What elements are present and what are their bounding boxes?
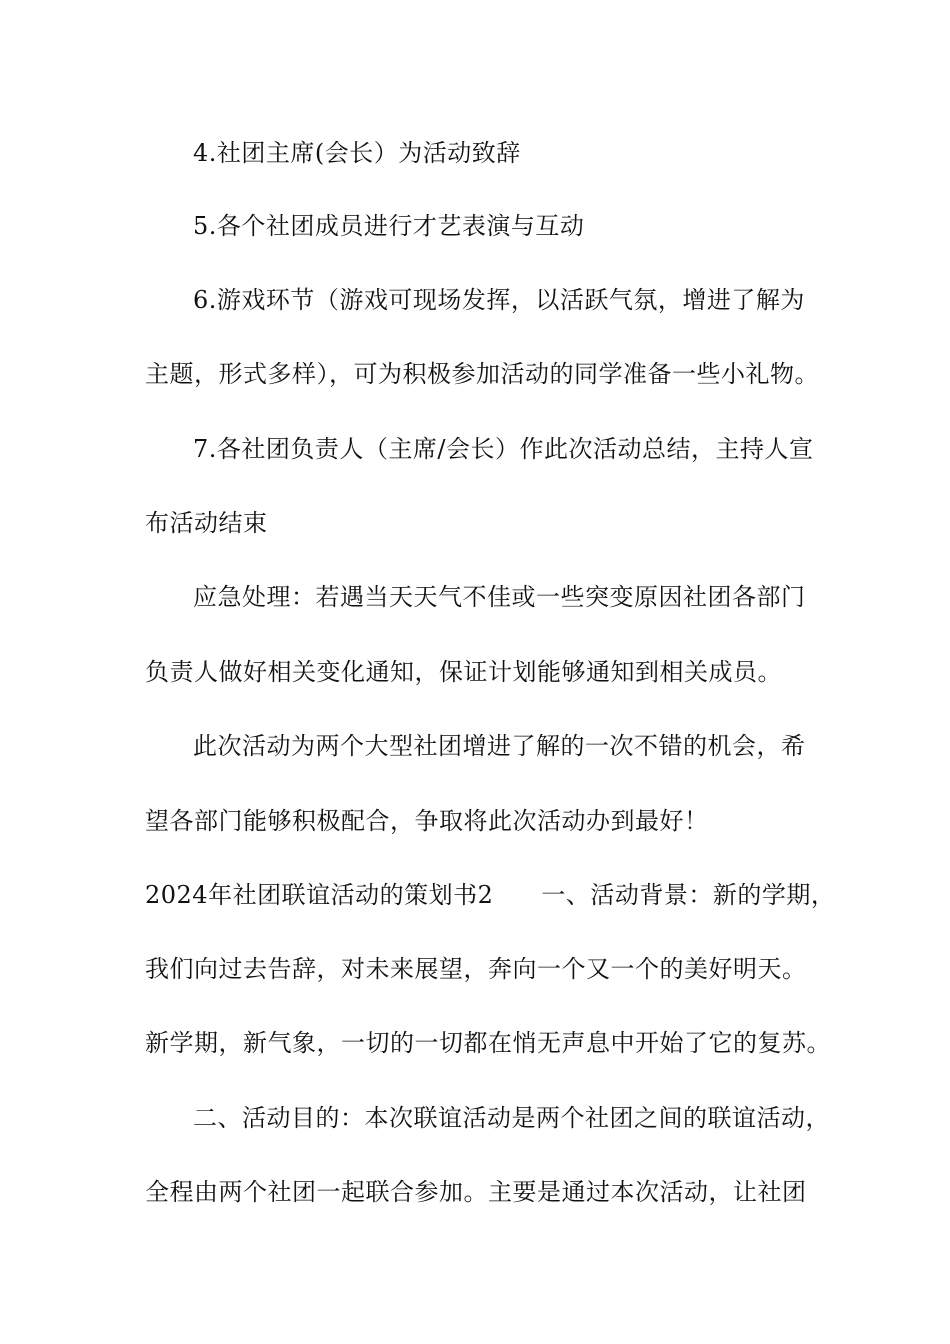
text-line: 6.游戏环节（游戏可现场发挥，以活跃气氛，增进了解为 [193, 286, 805, 314]
section-heading-line [145, 878, 835, 912]
text-line: 5.各个社团成员进行才艺表演与互动 [193, 212, 585, 240]
text-line: 4.社团主席(会长）为活动致辞 [193, 139, 521, 167]
text-line: 7.各社团负责人（主席/会长）作此次活动总结，主持人宣 [193, 435, 814, 463]
text-segment: 一、活动背景：新的学期， [541, 881, 836, 909]
text-line: 新学期，新气象，一切的一切都在悄无声息中开始了它的复苏。 [145, 1029, 831, 1057]
text-line: 布活动结束 [145, 509, 268, 537]
text-line: 主题，形式多样），可为积极参加活动的同学准备一些小礼物。 [145, 360, 819, 388]
text-line: 二、活动目的：本次联谊活动是两个社团之间的联谊活动， [193, 1104, 830, 1132]
section-heading: 2024年社团联谊活动的策划书2 [145, 881, 494, 909]
text-line: 应急处理：若遇当天天气不佳或一些突变原因社团各部门 [193, 583, 806, 611]
text-line: 全程由两个社团一起联合参加。主要是通过本次活动，让社团 [145, 1178, 807, 1206]
text-line: 我们向过去告辞，对未来展望，奔向一个又一个的美好明天。 [145, 955, 807, 983]
text-line: 负责人做好相关变化通知，保证计划能够通知到相关成员。 [145, 658, 782, 686]
text-line: 望各部门能够积极配合，争取将此次活动办到最好！ [145, 807, 709, 835]
text-line: 此次活动为两个大型社团增进了解的一次不错的机会，希 [193, 732, 806, 760]
